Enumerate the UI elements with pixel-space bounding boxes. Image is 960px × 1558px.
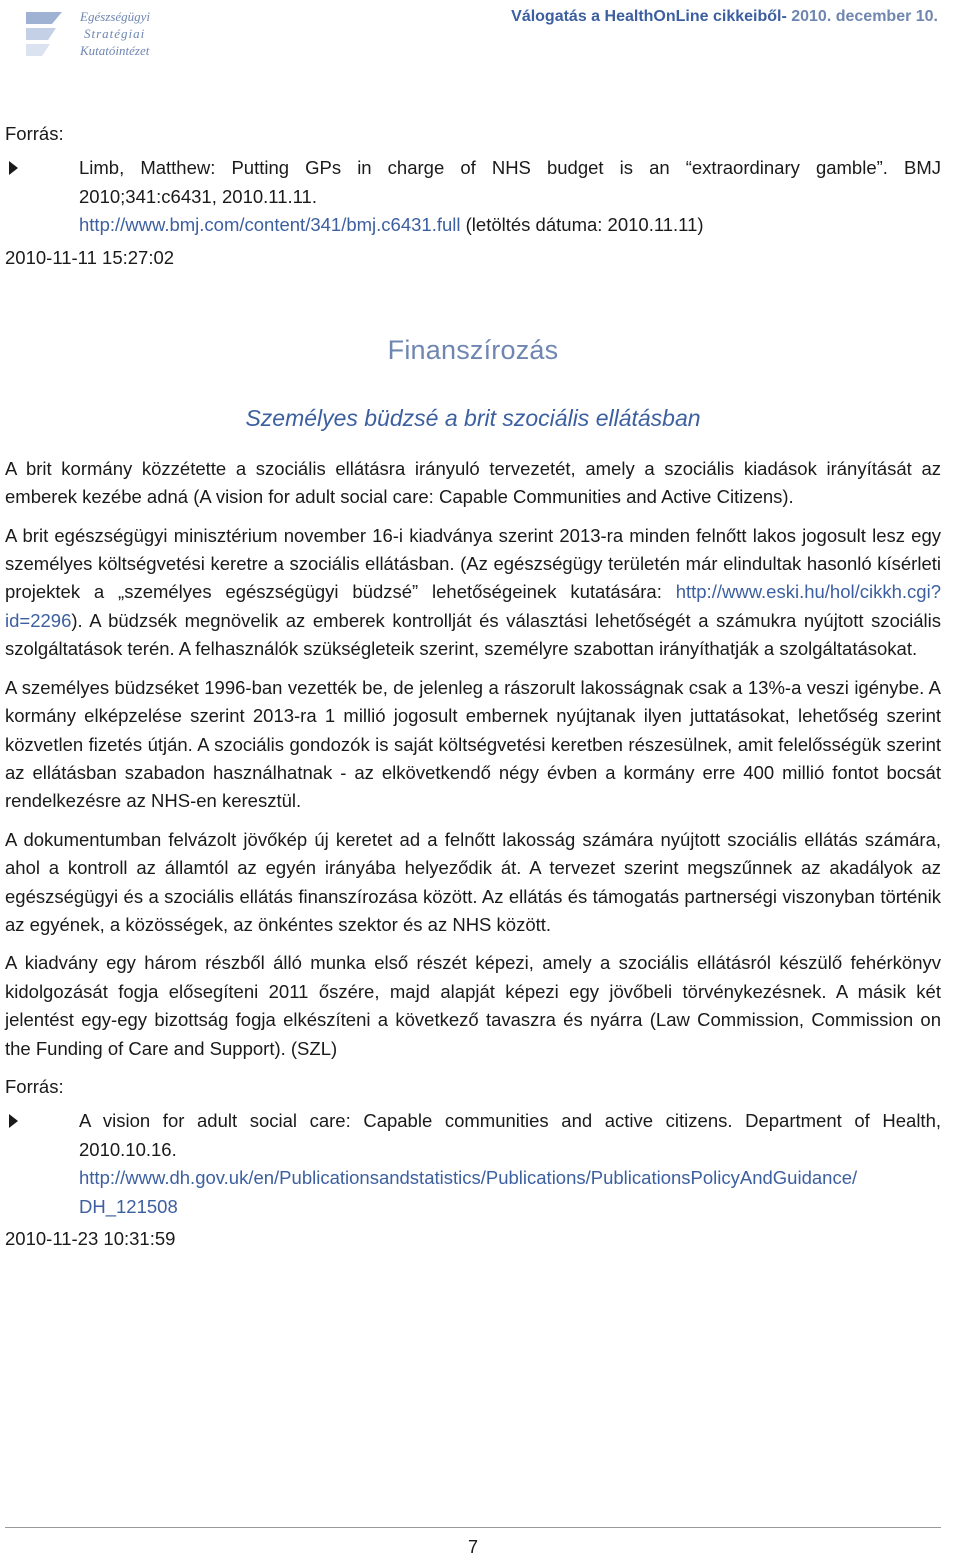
sources-label-2: Forrás: [5, 1075, 64, 1097]
article-paragraph-3: A személyes büdzséket 1996-ban vezették be, de jelenleg a rászorult lakosságnak csak a 13%-a veszi igénybe. A kormány elképzelése szerint 2013-ra 1 millió jogosult embernek nyújtanak ilyen juttatásokat, lehetőség szerint közvetlen fizetés útján. A szociális gondozók is saját költségvetési keretben részesülnek, amit felelősségük szerint az ellátásban szabadon használhatnak - az elkövetkendő négy évben a kormány erre 400 millió fontot bocsát rendelkezésre az NHS-en keresztül. [5, 676, 941, 812]
article-paragraph-1: A brit kormány közzétette a szociális ellátásra irányuló tervezetét, amely a szociális kiadások irányítását az emberek kezébe adná (A vision for adult social care: Capable Communities and Active Citizens). [5, 457, 941, 508]
logo-line-1: Egészségügyi [80, 9, 151, 24]
logo-text [80, 8, 172, 59]
source-access-date: (letöltés dátuma: 2010.11.11) [460, 214, 704, 236]
header-title [511, 8, 938, 26]
section-title: Finanszírozás [387, 335, 559, 366]
page-number: 7 [467, 1537, 478, 1557]
dh-link-line-2: DH_121508 [79, 1195, 178, 1217]
post-timestamp-2: 2010-11-23 10:31:59 [5, 1228, 176, 1249]
page-header [0, 0, 960, 66]
header-title-date: 2010. december 10. [791, 8, 938, 25]
source-item [5, 1107, 941, 1221]
article-title: Személyes büdzsé a brit szociális ellátásban [245, 405, 701, 432]
logo-emblem-icon [22, 8, 68, 60]
page-content [5, 120, 941, 1253]
logo-line-3: Kutatóintézet [80, 43, 150, 58]
source-citation: Limb, Matthew: Putting GPs in charge of NHS budget is an “extraordinary gamble”. BMJ 2010;341:c6431, 2010.11.11. [79, 157, 941, 207]
bullet-arrow-icon [9, 161, 18, 175]
dh-link-line-1: http://www.dh.gov.uk/en/Publicationsandstatistics/Publications/PublicationsPolicyAndGuidance/ [79, 1167, 858, 1189]
header-title-prefix: Válogatás a HealthOnLine cikkeiből- [511, 8, 787, 25]
paragraph-2-text-b: ). A büdzsék megnövelik az emberek kontrollját és választási lehetőségét a számukra nyújtott szociális szolgáltatások terén. A felhasználók szükségleteik szerint, személyre szabottan irányíthatják a szolgáltatásokat. [5, 609, 941, 660]
paragraph-2-text-a: A brit egészségügyi minisztérium november 16-i kiadványa szerint 2013-ra minden felnőtt lakos jogosult lesz egy személyes költségvetési keretre a szociális ellátásban. (Az egészségügy területén már elindultak hasonló kísérleti projektek a „személyes egészségügyi büdzsé” lehetőségeinek kutatására: [5, 524, 941, 603]
post-timestamp: 2010-11-11 15:27:02 [5, 246, 175, 268]
sources-list [5, 154, 941, 239]
footer-divider [5, 1527, 941, 1528]
source-citation: A vision for adult social care: Capable communities and active citizens. Department of Health, 2010.10.16. [79, 1110, 941, 1160]
sources-label: Forrás: [5, 123, 64, 144]
logo-line-2: Stratégiai [84, 26, 146, 41]
bullet-arrow-icon [9, 1114, 18, 1128]
article-paragraph-4: A dokumentumban felvázolt jövőkép új keretet ad a felnőtt lakosság számára nyújtott szociális ellátás számára, ahol a kontroll az államtól az egyén irányába helyeződik át. A tervezet szerint megszűnnek az akadályok az egészségügyi és a szociális ellátás finanszírozása között. Az ellátás és támogatás partnerségi viszonyban történik az egyének, a közösségek, az önkéntes szektor és az NHS között. [5, 828, 941, 935]
eski-link[interactable]: http://www.eski.hu/hol/cikkh.cgi?id=2296 [5, 581, 941, 631]
institute-logo [22, 6, 172, 62]
dh-link[interactable] [79, 1167, 857, 1216]
source-link[interactable]: http://www.bmj.com/content/341/bmj.c6431.full [79, 214, 461, 236]
source-item [5, 154, 941, 239]
article-paragraph-2 [5, 522, 941, 664]
article-paragraph-5: A kiadvány egy három részből álló munka első részét képezi, amely a szociális ellátásról készülő fehérkönyv kidolgozását fogja elősegíteni 2011 őszére, majd alapját képezi egy jövőbeli törvénykezésnek. A másik két jelentést egy-egy bizottság fogja elkészíteni a következő tavaszra és nyárra (Law Commission, Commission on the Funding of Care and Support). (SZL) [5, 952, 941, 1059]
sources-list-2 [5, 1107, 941, 1221]
